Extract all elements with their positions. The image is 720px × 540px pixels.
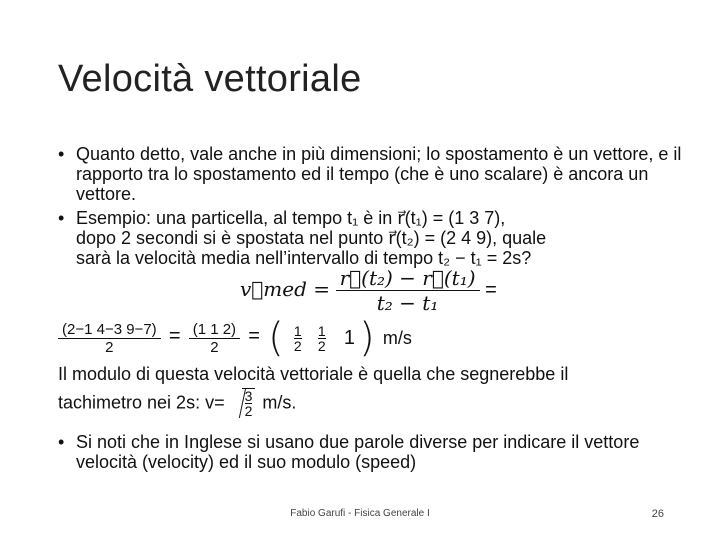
paren-open: ( <box>268 315 284 361</box>
vmed-equals: = <box>485 278 497 301</box>
page-number: 26 <box>651 508 664 520</box>
diff-denominator: 2 <box>58 338 161 356</box>
component-1-num: 1 <box>293 322 302 339</box>
vector-numerator: (1 1 2) <box>192 320 237 338</box>
vector-fraction <box>189 321 240 356</box>
sqrt-numerator: 3 <box>244 388 253 404</box>
vmed-label: v⃗med = <box>240 276 331 301</box>
diff-numerator: (2−1 4−3 9−7) <box>62 320 157 338</box>
modulo-line-1: Il modulo di questa velocità vettoriale è quella che segnerebbe il <box>58 364 569 384</box>
modulo-line-2 <box>58 388 296 418</box>
component-1-den: 2 <box>293 337 302 354</box>
paren-close: ) <box>359 315 375 361</box>
component-fraction-1 <box>294 324 302 353</box>
component-2-num: 1 <box>317 322 326 339</box>
slide-title: Velocità vettoriale <box>58 58 362 100</box>
bullet-esempio <box>58 208 668 268</box>
bullet-esempio-line3: sarà la velocità media nell’intervallo di tempo t₂ − t₁ = 2s? <box>76 248 532 268</box>
equals-2: = <box>248 324 260 347</box>
bullet-quanto-detto: • Quanto detto, vale anche in più dimensioni; lo spostamento è un vettore, e il rapporto tra lo spostamento ed il tempo (che è uno scalare) è ancora un vettore. <box>58 144 686 204</box>
component-2-den: 2 <box>317 337 326 354</box>
sqrt-fraction <box>245 389 253 418</box>
vmed-equation <box>240 266 497 316</box>
footer-text: Fabio Garufi - Fisica Generale I <box>290 508 430 519</box>
sqrt-denominator: 2 <box>244 403 253 419</box>
equals-1: = <box>168 324 181 347</box>
sqrt-expression <box>232 388 256 418</box>
vmed-denominator: t₂ − t₁ <box>336 290 480 315</box>
bullet-inglese: • Si noti che in Inglese si usano due parole diverse per indicare il vettore velocità (velocity) ed il suo modulo (speed) <box>58 432 686 472</box>
velocity-unit: m/s <box>382 327 412 348</box>
bullet-esempio-line1: • Esempio: una particella, al tempo t₁ è in r⃗(t₁) = (1 3 7), <box>58 208 668 228</box>
vmed-numerator: r⃗(t₂) − r⃗(t₁) <box>339 266 476 290</box>
bullet-esempio-line2: dopo 2 secondi si è spostata nel punto r⃗(t₂) = (2 4 9), quale <box>76 228 547 248</box>
component-fraction-2 <box>318 324 326 353</box>
vmed-fraction <box>336 266 480 315</box>
modulo-line-2-text: tachimetro nei 2s: v= <box>58 392 225 413</box>
vector-denominator: 2 <box>189 338 240 356</box>
modulo-unit: m/s. <box>262 392 297 413</box>
component-3: 1 <box>343 326 355 349</box>
diff-fraction <box>58 321 161 356</box>
vmed-computation <box>58 315 412 361</box>
